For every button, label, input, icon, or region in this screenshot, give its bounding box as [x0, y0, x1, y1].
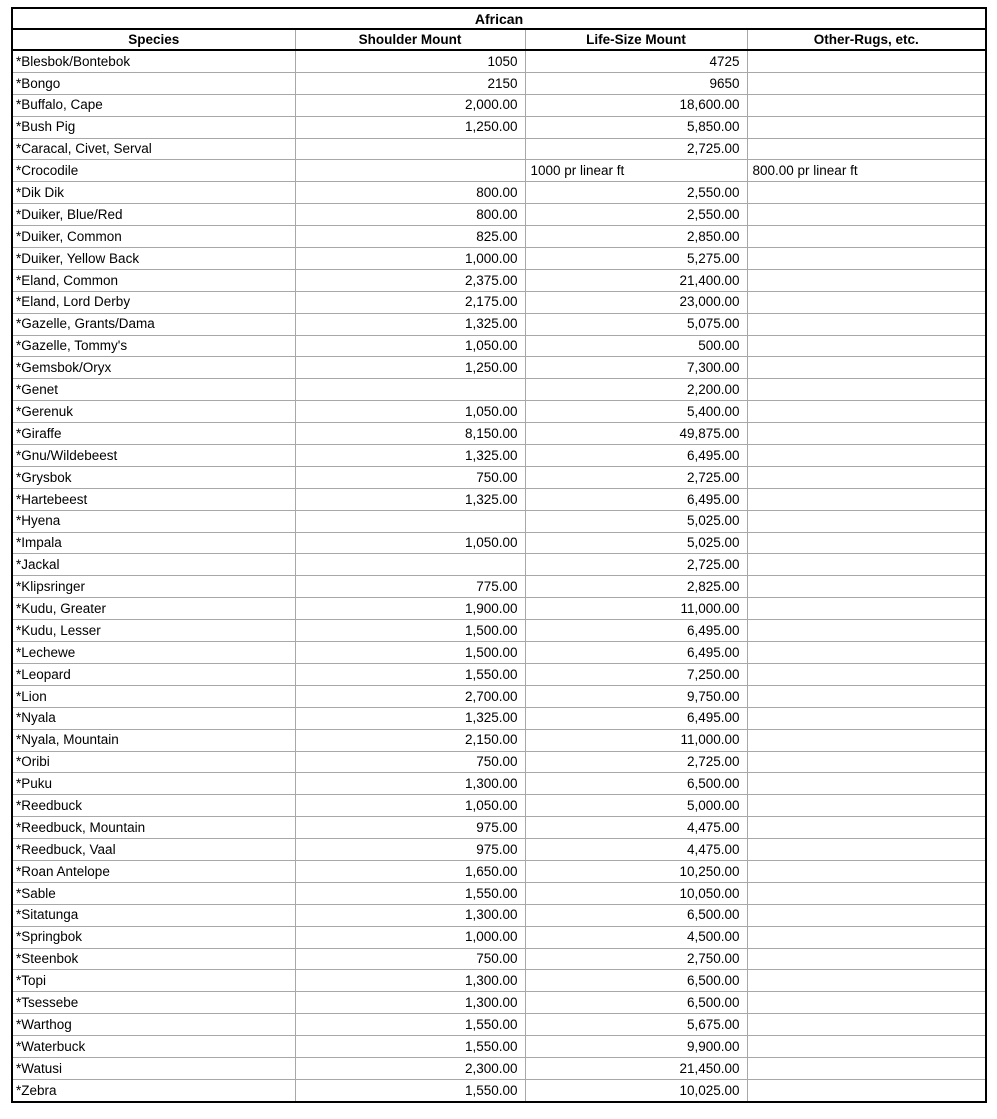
- other-cell: [747, 379, 986, 401]
- other-cell: [747, 904, 986, 926]
- species-cell: *Sitatunga: [12, 904, 295, 926]
- other-cell: [747, 182, 986, 204]
- life-size-mount-cell: 4725: [525, 50, 747, 72]
- table-row: [12, 160, 986, 182]
- species-cell: *Dik Dik: [12, 182, 295, 204]
- table-row: [12, 882, 986, 904]
- table-row: [12, 707, 986, 729]
- table-row: [12, 138, 986, 160]
- shoulder-mount-cell: 1,325.00: [295, 313, 525, 335]
- life-size-mount-cell: 9650: [525, 72, 747, 94]
- table-row: [12, 817, 986, 839]
- life-size-mount-cell: 9,750.00: [525, 685, 747, 707]
- table-row: [12, 1057, 986, 1079]
- other-cell: [747, 445, 986, 467]
- life-size-mount-cell: 6,500.00: [525, 992, 747, 1014]
- species-cell: *Lion: [12, 685, 295, 707]
- life-size-mount-cell: 10,025.00: [525, 1079, 747, 1101]
- shoulder-mount-cell: 1,300.00: [295, 970, 525, 992]
- species-cell: *Kudu, Greater: [12, 598, 295, 620]
- other-cell: [747, 926, 986, 948]
- species-cell: *Duiker, Blue/Red: [12, 204, 295, 226]
- life-size-mount-cell: 5,025.00: [525, 532, 747, 554]
- table-row: [12, 248, 986, 270]
- life-size-mount-cell: 4,500.00: [525, 926, 747, 948]
- species-cell: *Bush Pig: [12, 116, 295, 138]
- other-cell: [747, 72, 986, 94]
- life-size-mount-cell: 49,875.00: [525, 423, 747, 445]
- species-cell: *Caracal, Civet, Serval: [12, 138, 295, 160]
- other-cell: [747, 423, 986, 445]
- species-cell: *Reedbuck, Vaal: [12, 839, 295, 861]
- life-size-mount-cell: 5,000.00: [525, 795, 747, 817]
- life-size-mount-cell: 5,850.00: [525, 116, 747, 138]
- shoulder-mount-cell: 1,300.00: [295, 773, 525, 795]
- shoulder-mount-cell: 975.00: [295, 839, 525, 861]
- species-cell: *Genet: [12, 379, 295, 401]
- other-cell: [747, 839, 986, 861]
- shoulder-mount-cell: 750.00: [295, 466, 525, 488]
- table-row: [12, 751, 986, 773]
- species-cell: *Springbok: [12, 926, 295, 948]
- species-cell: *Steenbok: [12, 948, 295, 970]
- other-cell: [747, 313, 986, 335]
- species-cell: *Kudu, Lesser: [12, 620, 295, 642]
- life-size-mount-cell: 2,825.00: [525, 576, 747, 598]
- species-cell: *Tsessebe: [12, 992, 295, 1014]
- life-size-mount-cell: 6,495.00: [525, 707, 747, 729]
- species-cell: *Roan Antelope: [12, 860, 295, 882]
- species-cell: *Nyala, Mountain: [12, 729, 295, 751]
- other-cell: [747, 116, 986, 138]
- shoulder-mount-cell: 1,050.00: [295, 795, 525, 817]
- life-size-mount-cell: 5,675.00: [525, 1014, 747, 1036]
- life-size-mount-cell: 11,000.00: [525, 598, 747, 620]
- life-size-mount-cell: 2,725.00: [525, 138, 747, 160]
- life-size-mount-cell: 5,025.00: [525, 510, 747, 532]
- table-row: [12, 182, 986, 204]
- shoulder-mount-cell: 1,325.00: [295, 488, 525, 510]
- life-size-mount-cell: 5,400.00: [525, 401, 747, 423]
- other-cell: [747, 291, 986, 313]
- table-title-row: [12, 8, 986, 29]
- table-row: [12, 992, 986, 1014]
- shoulder-mount-cell: [295, 510, 525, 532]
- shoulder-mount-cell: 825.00: [295, 226, 525, 248]
- table-title: African: [12, 8, 986, 29]
- table-header-row: [12, 29, 986, 50]
- table-row: [12, 313, 986, 335]
- table-row: [12, 663, 986, 685]
- table-row: [12, 642, 986, 664]
- shoulder-mount-cell: 1,000.00: [295, 248, 525, 270]
- shoulder-mount-cell: 2150: [295, 72, 525, 94]
- life-size-mount-cell: 23,000.00: [525, 291, 747, 313]
- table-row: [12, 423, 986, 445]
- species-cell: *Bongo: [12, 72, 295, 94]
- table-row: [12, 620, 986, 642]
- species-cell: *Klipsringer: [12, 576, 295, 598]
- life-size-mount-cell: 6,500.00: [525, 904, 747, 926]
- other-cell: [747, 248, 986, 270]
- other-cell: [747, 773, 986, 795]
- other-cell: [747, 948, 986, 970]
- other-cell: [747, 970, 986, 992]
- life-size-mount-cell: 6,495.00: [525, 488, 747, 510]
- table-row: [12, 576, 986, 598]
- other-cell: [747, 620, 986, 642]
- species-cell: *Oribi: [12, 751, 295, 773]
- table-row: [12, 269, 986, 291]
- species-cell: *Crocodile: [12, 160, 295, 182]
- column-header-species: Species: [12, 29, 295, 50]
- shoulder-mount-cell: 1,325.00: [295, 707, 525, 729]
- species-cell: *Topi: [12, 970, 295, 992]
- other-cell: [747, 882, 986, 904]
- table-row: [12, 204, 986, 226]
- other-cell: [747, 357, 986, 379]
- column-header-life-size-mount: Life-Size Mount: [525, 29, 747, 50]
- species-cell: *Gazelle, Tommy's: [12, 335, 295, 357]
- species-cell: *Giraffe: [12, 423, 295, 445]
- life-size-mount-cell: 10,250.00: [525, 860, 747, 882]
- shoulder-mount-cell: 2,700.00: [295, 685, 525, 707]
- table-row: [12, 357, 986, 379]
- table-row: [12, 116, 986, 138]
- table-row: [12, 401, 986, 423]
- life-size-mount-cell: 500.00: [525, 335, 747, 357]
- shoulder-mount-cell: 1,500.00: [295, 642, 525, 664]
- other-cell: [747, 751, 986, 773]
- species-cell: *Eland, Lord Derby: [12, 291, 295, 313]
- life-size-mount-cell: 10,050.00: [525, 882, 747, 904]
- other-cell: [747, 510, 986, 532]
- shoulder-mount-cell: 1,000.00: [295, 926, 525, 948]
- other-cell: [747, 598, 986, 620]
- other-cell: [747, 401, 986, 423]
- shoulder-mount-cell: 1,550.00: [295, 663, 525, 685]
- species-table-body: [12, 50, 986, 1102]
- shoulder-mount-cell: 1,250.00: [295, 357, 525, 379]
- life-size-mount-cell: 21,450.00: [525, 1057, 747, 1079]
- shoulder-mount-cell: 775.00: [295, 576, 525, 598]
- table-row: [12, 1079, 986, 1101]
- shoulder-mount-cell: 1,550.00: [295, 1079, 525, 1101]
- species-cell: *Watusi: [12, 1057, 295, 1079]
- species-cell: *Duiker, Common: [12, 226, 295, 248]
- other-cell: [747, 94, 986, 116]
- other-cell: [747, 685, 986, 707]
- shoulder-mount-cell: 1,500.00: [295, 620, 525, 642]
- life-size-mount-cell: 7,250.00: [525, 663, 747, 685]
- life-size-mount-cell: 11,000.00: [525, 729, 747, 751]
- table-row: [12, 532, 986, 554]
- shoulder-mount-cell: 1,300.00: [295, 992, 525, 1014]
- table-row: [12, 926, 986, 948]
- species-cell: *Zebra: [12, 1079, 295, 1101]
- life-size-mount-cell: 5,275.00: [525, 248, 747, 270]
- species-cell: *Hartebeest: [12, 488, 295, 510]
- shoulder-mount-cell: [295, 379, 525, 401]
- species-cell: *Gemsbok/Oryx: [12, 357, 295, 379]
- shoulder-mount-cell: 1,550.00: [295, 1036, 525, 1058]
- life-size-mount-cell: 5,075.00: [525, 313, 747, 335]
- shoulder-mount-cell: [295, 554, 525, 576]
- species-cell: *Waterbuck: [12, 1036, 295, 1058]
- other-cell: [747, 335, 986, 357]
- table-row: [12, 94, 986, 116]
- shoulder-mount-cell: 1,050.00: [295, 532, 525, 554]
- table-row: [12, 1014, 986, 1036]
- species-cell: *Jackal: [12, 554, 295, 576]
- species-cell: *Gerenuk: [12, 401, 295, 423]
- table-row: [12, 226, 986, 248]
- life-size-mount-cell: 1000 pr linear ft: [525, 160, 747, 182]
- shoulder-mount-cell: 2,300.00: [295, 1057, 525, 1079]
- shoulder-mount-cell: 1,300.00: [295, 904, 525, 926]
- other-cell: [747, 1014, 986, 1036]
- species-cell: *Warthog: [12, 1014, 295, 1036]
- other-cell: [747, 1079, 986, 1101]
- other-cell: [747, 50, 986, 72]
- table-row: [12, 554, 986, 576]
- life-size-mount-cell: 2,725.00: [525, 466, 747, 488]
- other-cell: [747, 707, 986, 729]
- other-cell: [747, 466, 986, 488]
- life-size-mount-cell: 6,495.00: [525, 445, 747, 467]
- life-size-mount-cell: 4,475.00: [525, 839, 747, 861]
- shoulder-mount-cell: 800.00: [295, 204, 525, 226]
- life-size-mount-cell: 2,200.00: [525, 379, 747, 401]
- table-row: [12, 1036, 986, 1058]
- other-cell: [747, 729, 986, 751]
- species-cell: *Eland, Common: [12, 269, 295, 291]
- life-size-mount-cell: 6,495.00: [525, 620, 747, 642]
- shoulder-mount-cell: 800.00: [295, 182, 525, 204]
- table-row: [12, 685, 986, 707]
- shoulder-mount-cell: 8,150.00: [295, 423, 525, 445]
- shoulder-mount-cell: 2,175.00: [295, 291, 525, 313]
- species-cell: *Lechewe: [12, 642, 295, 664]
- table-row: [12, 970, 986, 992]
- table-row: [12, 488, 986, 510]
- shoulder-mount-cell: [295, 160, 525, 182]
- table-row: [12, 466, 986, 488]
- species-cell: *Blesbok/Bontebok: [12, 50, 295, 72]
- column-header-shoulder-mount: Shoulder Mount: [295, 29, 525, 50]
- price-sheet: [11, 7, 987, 1103]
- other-cell: [747, 663, 986, 685]
- other-cell: [747, 269, 986, 291]
- other-cell: 800.00 pr linear ft: [747, 160, 986, 182]
- life-size-mount-cell: 2,725.00: [525, 554, 747, 576]
- shoulder-mount-cell: 1,250.00: [295, 116, 525, 138]
- other-cell: [747, 1036, 986, 1058]
- species-cell: *Grysbok: [12, 466, 295, 488]
- other-cell: [747, 992, 986, 1014]
- life-size-mount-cell: 7,300.00: [525, 357, 747, 379]
- table-row: [12, 291, 986, 313]
- table-row: [12, 839, 986, 861]
- other-cell: [747, 642, 986, 664]
- table-row: [12, 795, 986, 817]
- other-cell: [747, 554, 986, 576]
- table-row: [12, 445, 986, 467]
- table-row: [12, 860, 986, 882]
- life-size-mount-cell: 4,475.00: [525, 817, 747, 839]
- other-cell: [747, 226, 986, 248]
- other-cell: [747, 204, 986, 226]
- shoulder-mount-cell: 1,550.00: [295, 1014, 525, 1036]
- table-row: [12, 72, 986, 94]
- table-row: [12, 729, 986, 751]
- shoulder-mount-cell: 1,050.00: [295, 335, 525, 357]
- shoulder-mount-cell: 1,325.00: [295, 445, 525, 467]
- species-cell: *Hyena: [12, 510, 295, 532]
- life-size-mount-cell: 6,495.00: [525, 642, 747, 664]
- species-cell: *Impala: [12, 532, 295, 554]
- shoulder-mount-cell: 2,000.00: [295, 94, 525, 116]
- table-row: [12, 50, 986, 72]
- other-cell: [747, 1057, 986, 1079]
- shoulder-mount-cell: 1,900.00: [295, 598, 525, 620]
- african-price-table: [11, 7, 987, 1103]
- table-row: [12, 379, 986, 401]
- species-cell: *Buffalo, Cape: [12, 94, 295, 116]
- table-row: [12, 904, 986, 926]
- other-cell: [747, 860, 986, 882]
- shoulder-mount-cell: 2,150.00: [295, 729, 525, 751]
- other-cell: [747, 795, 986, 817]
- shoulder-mount-cell: 1,050.00: [295, 401, 525, 423]
- life-size-mount-cell: 18,600.00: [525, 94, 747, 116]
- other-cell: [747, 817, 986, 839]
- other-cell: [747, 488, 986, 510]
- table-row: [12, 948, 986, 970]
- life-size-mount-cell: 6,500.00: [525, 970, 747, 992]
- species-cell: *Reedbuck: [12, 795, 295, 817]
- table-row: [12, 773, 986, 795]
- species-cell: *Gazelle, Grants/Dama: [12, 313, 295, 335]
- life-size-mount-cell: 2,750.00: [525, 948, 747, 970]
- other-cell: [747, 532, 986, 554]
- shoulder-mount-cell: 750.00: [295, 751, 525, 773]
- other-cell: [747, 576, 986, 598]
- shoulder-mount-cell: 1,550.00: [295, 882, 525, 904]
- life-size-mount-cell: 2,550.00: [525, 204, 747, 226]
- shoulder-mount-cell: 750.00: [295, 948, 525, 970]
- table-row: [12, 598, 986, 620]
- shoulder-mount-cell: 2,375.00: [295, 269, 525, 291]
- life-size-mount-cell: 21,400.00: [525, 269, 747, 291]
- table-row: [12, 335, 986, 357]
- species-cell: *Gnu/Wildebeest: [12, 445, 295, 467]
- life-size-mount-cell: 6,500.00: [525, 773, 747, 795]
- species-cell: *Sable: [12, 882, 295, 904]
- species-cell: *Reedbuck, Mountain: [12, 817, 295, 839]
- shoulder-mount-cell: [295, 138, 525, 160]
- species-cell: *Leopard: [12, 663, 295, 685]
- table-row: [12, 510, 986, 532]
- shoulder-mount-cell: 975.00: [295, 817, 525, 839]
- other-cell: [747, 138, 986, 160]
- shoulder-mount-cell: 1,650.00: [295, 860, 525, 882]
- species-cell: *Puku: [12, 773, 295, 795]
- life-size-mount-cell: 2,725.00: [525, 751, 747, 773]
- species-cell: *Nyala: [12, 707, 295, 729]
- species-cell: *Duiker, Yellow Back: [12, 248, 295, 270]
- life-size-mount-cell: 2,550.00: [525, 182, 747, 204]
- shoulder-mount-cell: 1050: [295, 50, 525, 72]
- life-size-mount-cell: 2,850.00: [525, 226, 747, 248]
- column-header-other-rugs: Other-Rugs, etc.: [747, 29, 986, 50]
- life-size-mount-cell: 9,900.00: [525, 1036, 747, 1058]
